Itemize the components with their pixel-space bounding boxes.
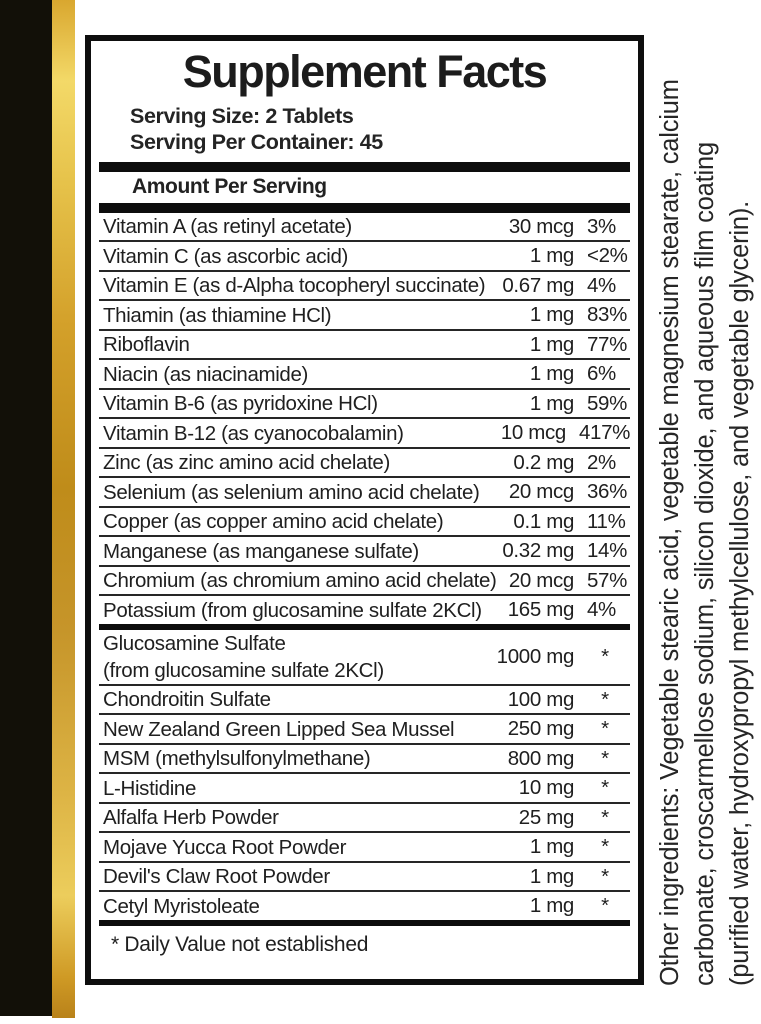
proprietary-rows [99, 630, 630, 920]
ingredient-name-line2: (from glucosamine sulfate 2KCl) [103, 658, 384, 682]
ingredient-daily-value: 77% [587, 332, 627, 356]
table-row [99, 745, 630, 775]
ingredient-amount: 165 mg [507, 598, 574, 621]
ingredient-name: Glucosamine Sulfate (from glucosamine sulfate 2KCl) [103, 630, 497, 684]
ingredient-name: Riboflavin [103, 333, 190, 356]
ingredient-amount: 1 mg [529, 303, 574, 326]
ingredient-daily-value: * [601, 864, 609, 888]
ingredient-amount: 250 mg [507, 717, 574, 740]
left-black-band [0, 0, 52, 1016]
table-row [99, 774, 630, 804]
serving-info [130, 103, 638, 155]
ingredient-daily-value: * [601, 717, 609, 740]
ingredient-name: Alfalfa Herb Powder [103, 806, 279, 829]
ingredient-daily-value: 4% [587, 598, 616, 621]
table-row [99, 715, 630, 745]
ingredient-name: Selenium (as selenium amino acid chelate) [103, 480, 480, 504]
table-row [99, 478, 630, 508]
table-row [99, 863, 630, 893]
ingredient-daily-value: 14% [587, 539, 627, 562]
ingredient-name: Vitamin A (as retinyl acetate) [103, 215, 352, 238]
ingredient-name: Potassium (from glucosamine sulfate 2KCl) [103, 598, 482, 622]
amount-per-serving-header: Amount Per Serving [132, 174, 327, 198]
table-row [99, 537, 630, 567]
ingredient-daily-value: 83% [587, 303, 627, 326]
other-ingredients-line: carbonate, croscarmellose sodium, silicon dioxide, and aqueous film coating [691, 142, 719, 986]
ingredient-daily-value: 57% [587, 568, 627, 592]
ingredient-daily-value: 417% [578, 421, 630, 444]
ingredient-daily-value: 11% [587, 509, 626, 533]
other-ingredients-line: Other ingredients: Vegetable stearic acid, vegetable magnesium stearate, calcium [656, 79, 684, 986]
table-row [99, 567, 630, 597]
ingredient-name: Mojave Yucca Root Powder [103, 835, 347, 859]
table-row [99, 596, 630, 624]
table-row [99, 213, 630, 243]
table-row [99, 390, 630, 420]
ingredient-amount: 0.1 mg [513, 509, 574, 533]
table-row [99, 804, 630, 834]
ingredient-name: Copper (as copper amino acid chelate) [103, 510, 444, 533]
ingredient-daily-value: * [601, 805, 609, 829]
section-divider-thick [99, 162, 630, 172]
table-row [99, 360, 630, 390]
table-row [99, 686, 630, 716]
ingredient-daily-value: 59% [587, 391, 627, 415]
ingredient-amount: 100 mg [507, 687, 574, 711]
ingredient-daily-value: * [601, 746, 609, 770]
ingredient-amount: 0.2 mg [513, 450, 574, 474]
daily-value-footnote: * Daily Value not established [111, 932, 369, 956]
ingredient-amount: 1 mg [529, 894, 574, 917]
ingredient-name: L-Histidine [103, 776, 196, 800]
supplement-facts-panel [85, 35, 644, 985]
ingredient-daily-value: 6% [587, 362, 616, 385]
ingredient-daily-value: * [601, 894, 609, 917]
table-row [99, 301, 630, 331]
ingredient-name: Manganese (as manganese sulfate) [103, 539, 419, 563]
other-ingredients-vertical-text [650, 0, 761, 1024]
ingredient-amount: 10 mg [518, 776, 574, 799]
ingredient-amount: 10 mcg [500, 421, 566, 444]
ingredient-daily-value: * [601, 644, 609, 668]
ingredient-name: Vitamin C (as ascorbic acid) [103, 244, 349, 268]
ingredient-name: New Zealand Green Lipped Sea Mussel [103, 717, 455, 741]
ingredient-amount: 25 mg [518, 805, 574, 829]
ingredient-amount: 0.67 mg [502, 273, 574, 297]
ingredient-amount: 1 mg [529, 835, 574, 858]
ingredient-name: Zinc (as zinc amino acid chelate) [103, 451, 390, 474]
ingredient-amount: 800 mg [507, 746, 574, 770]
ingredient-name: Chondroitin Sulfate [103, 688, 271, 711]
ingredient-amount: 20 mcg [508, 480, 574, 503]
ingredient-amount: 1 mg [529, 332, 574, 356]
table-row [99, 892, 630, 920]
ingredient-daily-value: 36% [587, 480, 627, 503]
table-row [99, 508, 630, 538]
ingredient-amount: 20 mcg [508, 568, 574, 592]
ingredient-name: Vitamin B-6 (as pyridoxine HCl) [103, 392, 378, 415]
table-row [99, 833, 630, 863]
ingredient-daily-value: * [601, 835, 609, 858]
ingredient-name: Vitamin E (as d-Alpha tocopheryl succinate) [103, 274, 486, 297]
ingredient-daily-value: 2% [587, 450, 616, 474]
ingredient-daily-value: <2% [587, 244, 628, 267]
ingredient-amount: 1 mg [529, 362, 574, 385]
ingredient-amount: 1 mg [529, 391, 574, 415]
ingredient-name: Thiamin (as thiamine HCl) [103, 303, 332, 327]
ingredient-amount: 0.32 mg [502, 539, 574, 562]
ingredient-name: Niacin (as niacinamide) [103, 362, 309, 386]
ingredient-amount: 30 mcg [508, 214, 574, 238]
table-row [99, 419, 630, 449]
table-row [99, 331, 630, 361]
ingredient-daily-value: 3% [587, 214, 616, 238]
ingredient-amount: 1 mg [529, 864, 574, 888]
other-ingredients-text [653, 0, 761, 1024]
ingredient-name: Vitamin B-12 (as cyanocobalamin) [103, 421, 404, 445]
serving-size: Serving Size: 2 Tablets [130, 103, 354, 128]
ingredient-name: Chromium (as chromium amino acid chelate) [103, 569, 497, 592]
ingredient-name: MSM (methylsulfonylmethane) [103, 747, 371, 770]
ingredient-name: Devil's Claw Root Powder [103, 865, 330, 888]
other-ingredients-line: (purified water, hydroxypropyl methylcellulose, and vegetable glycerin). [726, 200, 754, 986]
table-row [99, 630, 630, 686]
gold-accent-stripe [52, 0, 75, 1018]
ingredient-amount: 1000 mg [496, 644, 574, 668]
ingredient-daily-value: * [601, 687, 609, 711]
servings-per-container: Serving Per Container: 45 [130, 129, 383, 154]
table-row [99, 272, 630, 302]
ingredient-name: Cetyl Myristoleate [103, 894, 260, 918]
nutrient-rows [99, 213, 630, 624]
ingredient-amount: 1 mg [529, 244, 574, 267]
ingredient-daily-value: * [601, 776, 609, 799]
panel-title: Supplement Facts [182, 46, 547, 97]
ingredient-daily-value: 4% [587, 273, 616, 297]
section-divider-thick [99, 203, 630, 213]
table-row [99, 449, 630, 479]
table-row [99, 242, 630, 272]
